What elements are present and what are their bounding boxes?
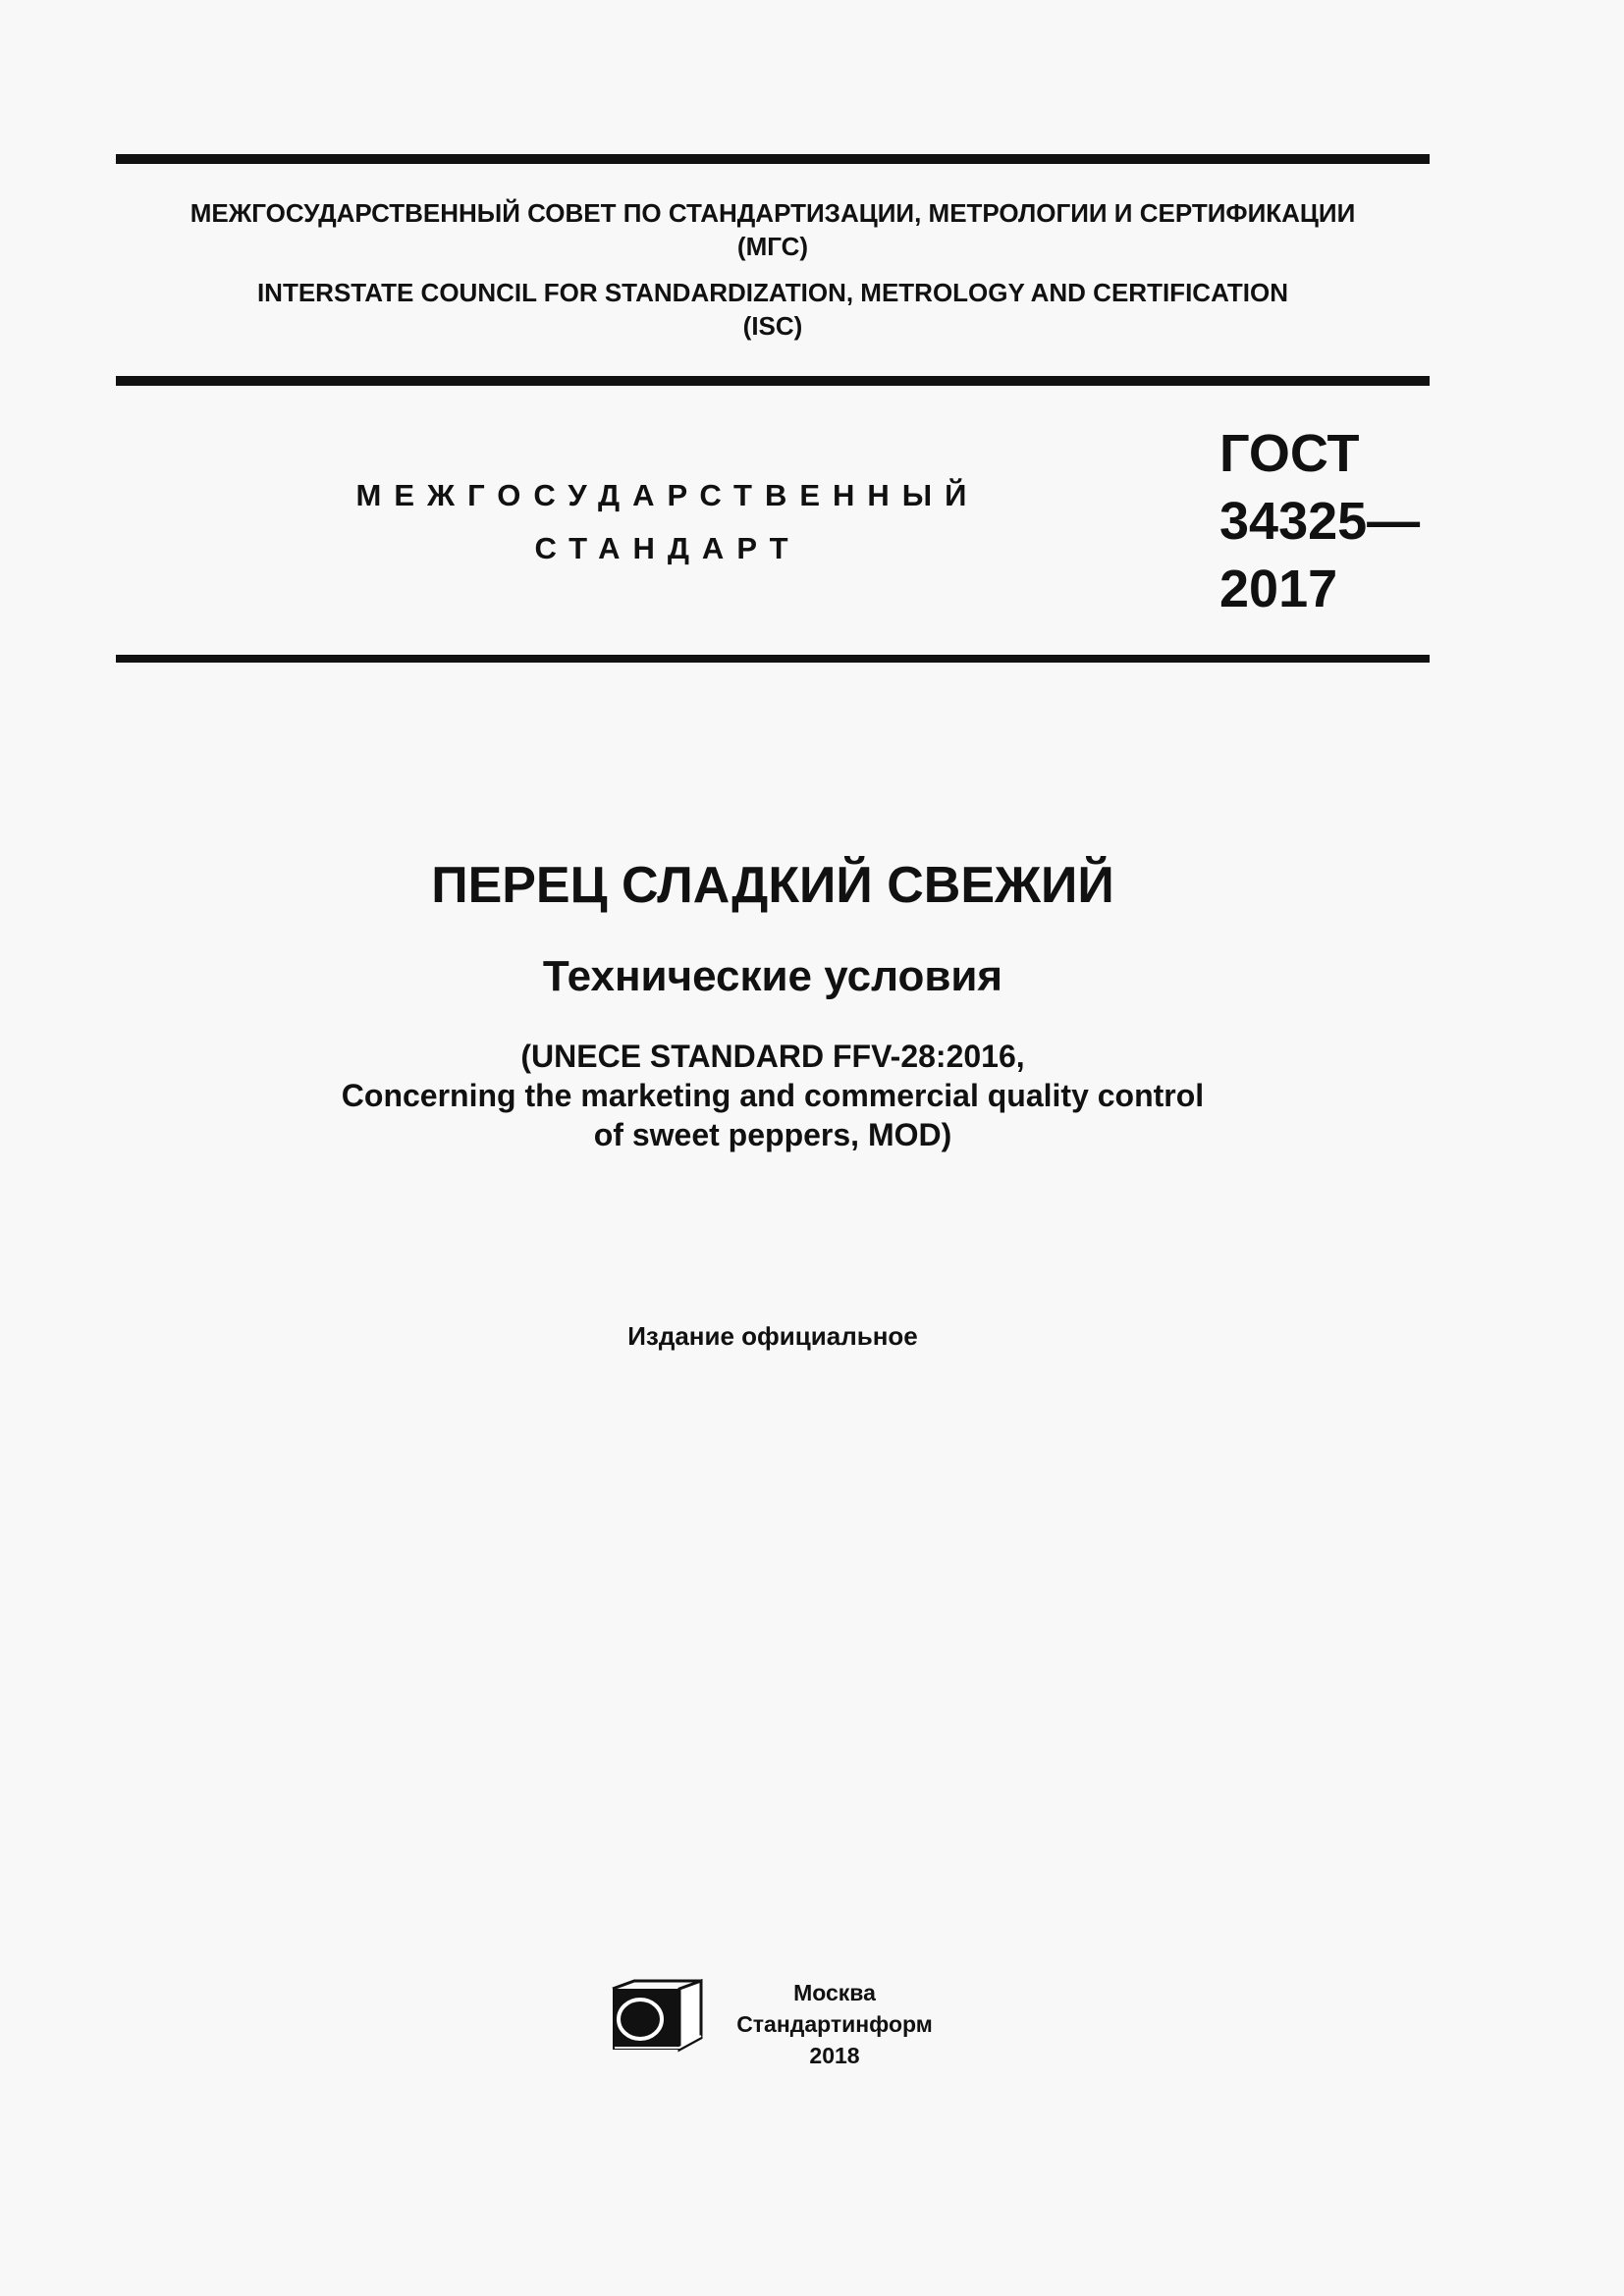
interstate-label-line2: СТАНДАРТ xyxy=(534,531,801,565)
publisher-city: Москва xyxy=(793,1980,876,2005)
interstate-standard-label xyxy=(295,469,1041,575)
document-title: ПЕРЕЦ СЛАДКИЙ СВЕЖИЙ xyxy=(431,857,1114,914)
gost-prefix: ГОСТ xyxy=(1219,424,1360,483)
gost-number: 34325— xyxy=(1219,492,1421,551)
middle-divider xyxy=(116,376,1430,386)
document-subtitle: Технические условия xyxy=(542,952,1003,1000)
top-divider xyxy=(116,154,1430,164)
edition-note: Издание официальное xyxy=(627,1321,918,1351)
publisher-year: 2018 xyxy=(809,2043,860,2068)
council-name-ru xyxy=(116,196,1430,263)
reference-line2: Concerning the marketing and commercial quality control xyxy=(341,1078,1205,1113)
council-abbr-en: (ISC) xyxy=(742,311,803,341)
council-abbr-ru: (МГС) xyxy=(736,232,809,261)
council-name-en-line1: INTERSTATE COUNCIL FOR STANDARDIZATION, METROLOGY AND CERTIFICATION xyxy=(256,278,1289,307)
standartinform-logo-icon xyxy=(611,1979,703,2054)
bottom-divider xyxy=(116,655,1430,663)
gost-designation xyxy=(1219,420,1435,623)
council-name-en xyxy=(116,276,1430,343)
reference-line3: of sweet peppers, MOD) xyxy=(593,1117,952,1152)
reference-line1: (UNECE STANDARD FFV-28:2016, xyxy=(520,1039,1025,1074)
publisher-name: Стандартинформ xyxy=(736,2011,933,2037)
gost-year: 2017 xyxy=(1219,560,1338,618)
reference-standard xyxy=(116,1037,1430,1154)
publisher-imprint xyxy=(722,1977,947,2071)
interstate-label-line1: МЕЖГОСУДАРСТВЕННЫЙ xyxy=(355,478,980,512)
council-name-ru-line1: МЕЖГОСУДАРСТВЕННЫЙ СОВЕТ ПО СТАНДАРТИЗАЦИИ, МЕТРОЛОГИИ И СЕРТИФИКАЦИИ xyxy=(189,198,1356,228)
